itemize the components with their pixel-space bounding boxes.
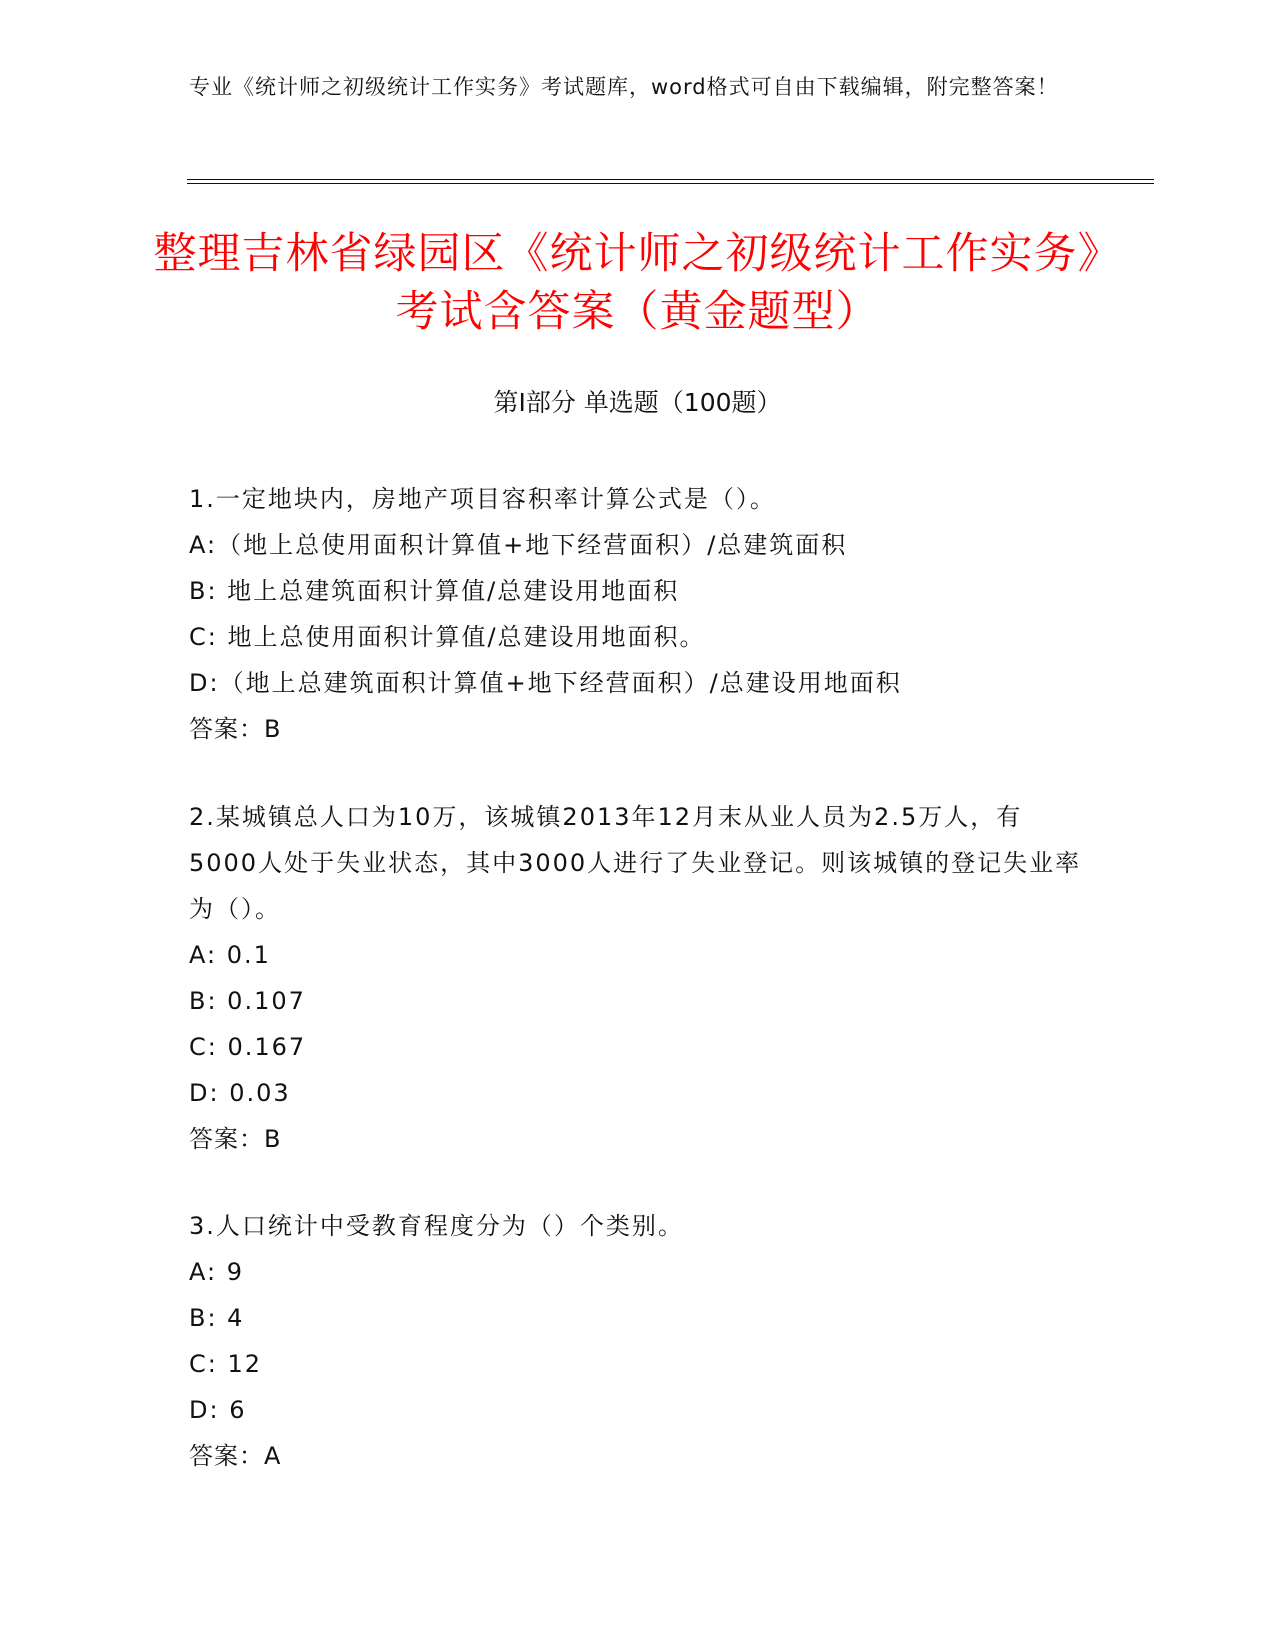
option-a: A: 9 (189, 1258, 244, 1286)
option-b: B: 地上总建筑面积计算值/总建设用地面积 (189, 577, 680, 605)
option-a: A:（地上总使用面积计算值+地下经营面积）/总建筑面积 (189, 531, 848, 559)
option-b: B: 4 (189, 1304, 245, 1332)
option-a: A: 0.1 (189, 941, 271, 969)
answer: 答案：A (189, 1442, 282, 1470)
option-c: C: 地上总使用面积计算值/总建设用地面积。 (189, 623, 706, 651)
header-rule-bottom (187, 183, 1154, 184)
section-heading: 第Ⅰ部分 单选题（100题） (493, 388, 782, 417)
option-c: C: 0.167 (189, 1033, 307, 1061)
question-1 (189, 476, 1089, 752)
answer: 答案：B (189, 1125, 282, 1153)
option-c: C: 12 (189, 1350, 263, 1378)
question-stem: 2.某城镇总人口为10万，该城镇2013年12月末从业人员为2.5万人，有5000人处于失业状态，其中3000人进行了失业登记。则该城镇的登记失业率为（）。 (189, 803, 1082, 923)
document-title: 整理吉林省绿园区《统计师之初级统计工作实务》考试含答案（黄金题型） (153, 229, 1122, 337)
answer: 答案：B (189, 715, 282, 743)
question-stem: 1.一定地块内，房地产项目容积率计算公式是（）。 (189, 485, 776, 513)
question-stem: 3.人口统计中受教育程度分为（）个类别。 (189, 1212, 684, 1240)
header-rule-top (187, 179, 1154, 180)
question-3 (189, 1203, 1089, 1479)
option-d: D: 6 (189, 1396, 247, 1424)
option-b: B: 0.107 (189, 987, 306, 1015)
question-2 (189, 794, 1089, 1162)
option-d: D:（地上总建筑面积计算值+地下经营面积）/总建设用地面积 (189, 669, 902, 697)
option-d: D: 0.03 (189, 1079, 291, 1107)
header-note: 专业《统计师之初级统计工作实务》考试题库，word格式可自由下载编辑，附完整答案！ (189, 75, 1059, 99)
